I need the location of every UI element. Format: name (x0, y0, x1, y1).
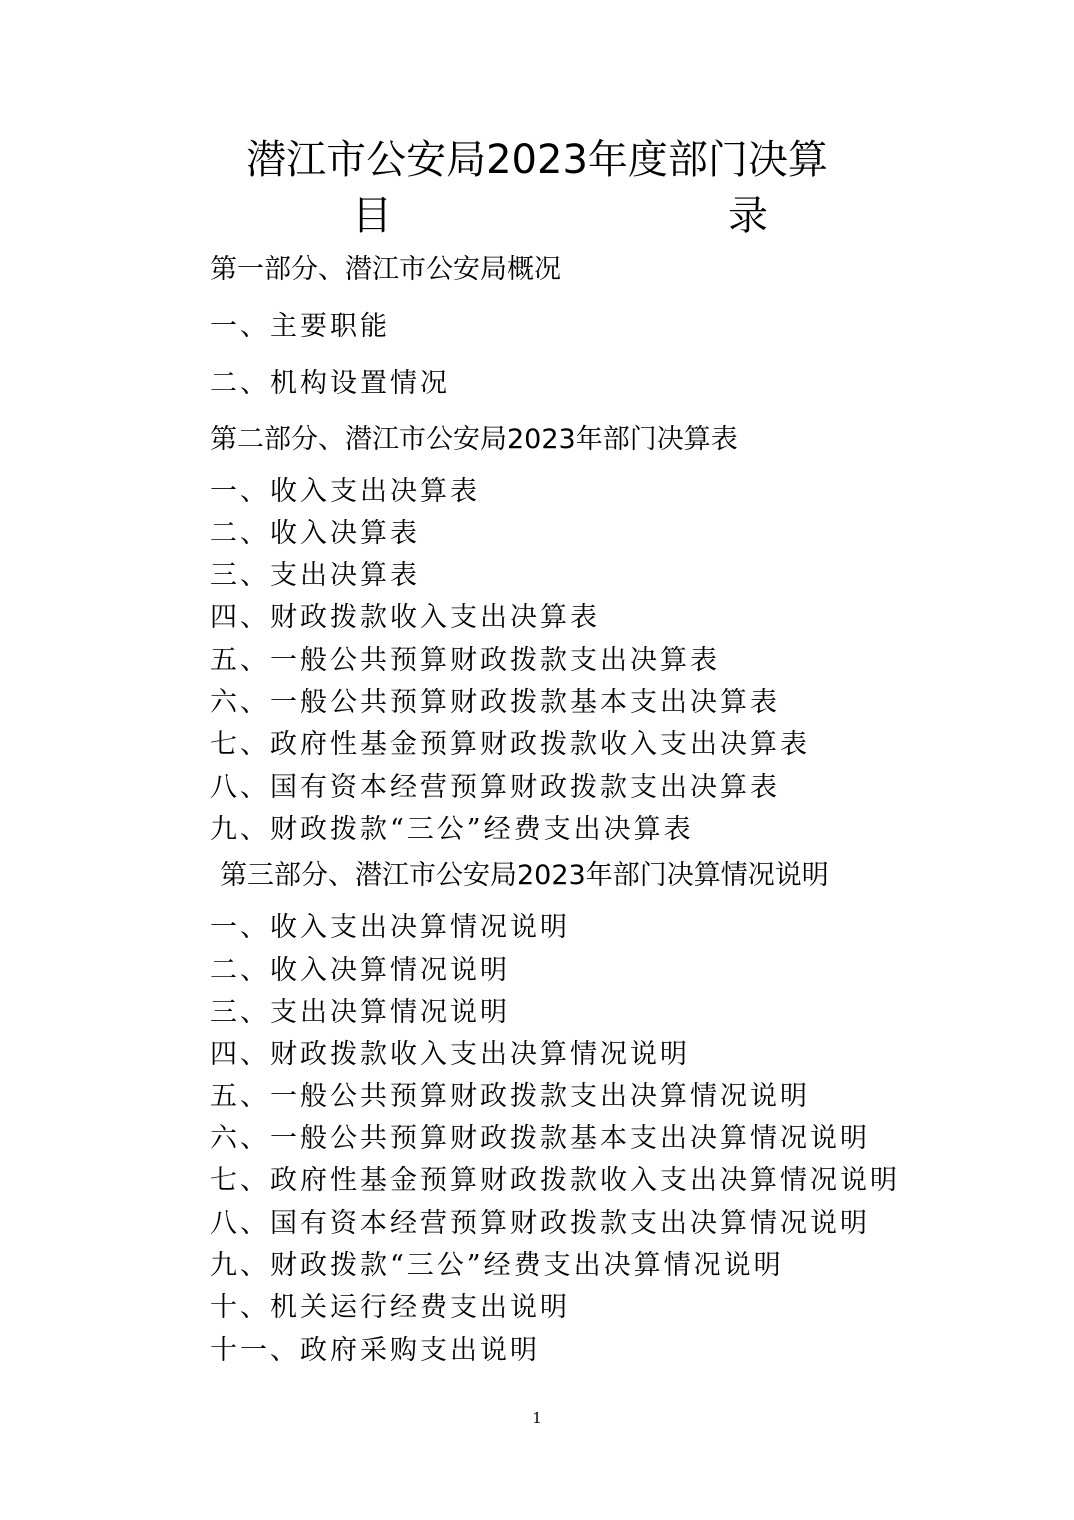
toc-item: 四、财政拨款收入支出决算表 (210, 602, 600, 633)
toc-item: 八、国有资本经营预算财政拨款支出决算表 (210, 772, 780, 803)
page-number: 1 (532, 1409, 542, 1427)
toc-item: 三、支出决算表 (210, 560, 420, 591)
part1-heading: 第一部分、潜江市公安局概况 (210, 254, 561, 285)
toc-item: 一、主要职能 (210, 311, 390, 342)
toc-item: 三、支出决算情况说明 (210, 997, 510, 1028)
toc-item: 二、收入决算情况说明 (210, 955, 510, 986)
toc-item: 七、政府性基金预算财政拨款收入支出决算表 (210, 729, 810, 760)
toc-item: 五、一般公共预算财政拨款支出决算表 (210, 645, 720, 676)
toc-item: 六、一般公共预算财政拨款基本支出决算表 (210, 687, 780, 718)
toc-item: 十、机关运行经费支出说明 (210, 1292, 570, 1323)
toc-item: 二、机构设置情况 (210, 368, 450, 399)
toc-item: 六、一般公共预算财政拨款基本支出决算情况说明 (210, 1123, 870, 1154)
page-title: 潜江市公安局2023年度部门决算 (246, 137, 828, 183)
toc-item: 一、收入支出决算情况说明 (210, 912, 570, 943)
toc-item: 二、收入决算表 (210, 518, 420, 549)
toc-item: 五、一般公共预算财政拨款支出决算情况说明 (210, 1081, 810, 1112)
part2-heading: 第二部分、潜江市公安局2023年部门决算表 (210, 424, 738, 455)
toc-label-lu: 录 (728, 193, 768, 239)
toc-item: 九、财政拨款“三公”经费支出决算情况说明 (210, 1250, 784, 1281)
toc-item: 七、政府性基金预算财政拨款收入支出决算情况说明 (210, 1165, 900, 1196)
part3-heading: 第三部分、潜江市公安局2023年部门决算情况说明 (220, 860, 829, 891)
toc-label-mu: 目 (352, 193, 392, 239)
toc-item: 四、财政拨款收入支出决算情况说明 (210, 1039, 690, 1070)
toc-item: 九、财政拨款“三公”经费支出决算表 (210, 814, 694, 845)
toc-item: 八、国有资本经营预算财政拨款支出决算情况说明 (210, 1208, 870, 1239)
toc-item: 一、收入支出决算表 (210, 476, 480, 507)
toc-item: 十一、政府采购支出说明 (210, 1335, 540, 1366)
